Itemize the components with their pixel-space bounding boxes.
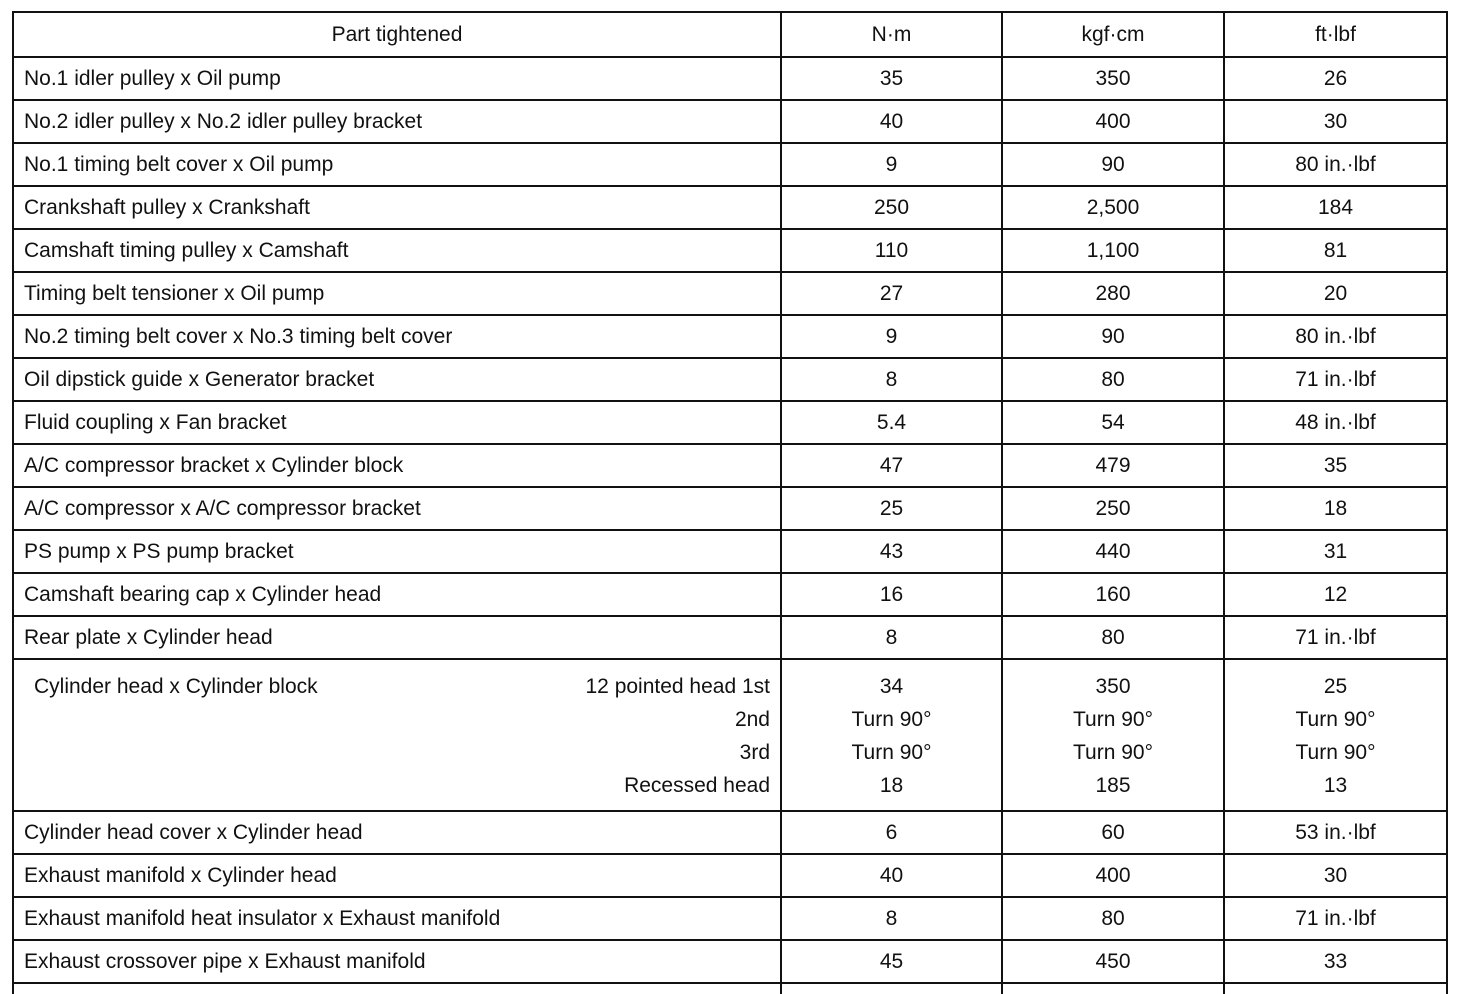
ftlbf-cell: 30 xyxy=(1224,100,1447,143)
ftlbf-cell: 184 xyxy=(1224,186,1447,229)
kgf-cell: 1,100 xyxy=(1002,229,1224,272)
part-cell: Exhaust crossover pipe x Exhaust manifold xyxy=(13,940,781,983)
ftlbf-cell: 30 xyxy=(1224,854,1447,897)
part-cell: Exhaust manifold x Cylinder head xyxy=(13,854,781,897)
table-row xyxy=(13,487,1447,530)
step-label-3rd: 3rd xyxy=(739,741,770,764)
part-cell: Fluid coupling x Fan bracket xyxy=(13,401,781,444)
empty-cell xyxy=(1224,983,1447,994)
step-label-recessed: Recessed head xyxy=(624,774,770,797)
part-cell: Exhaust manifold heat insulator x Exhaust manifold xyxy=(13,897,781,940)
nm-cell: 16 xyxy=(781,573,1002,616)
step-ftlbf: 25 xyxy=(1323,675,1348,698)
part-cell: Camshaft timing pulley x Camshaft xyxy=(13,229,781,272)
part-cell: Cylinder head cover x Cylinder head xyxy=(13,811,781,854)
part-cell: PS pump x PS pump bracket xyxy=(13,530,781,573)
nm-cell: 8 xyxy=(781,616,1002,659)
header-nm: N·m xyxy=(781,12,1002,57)
part-cell: Oil dipstick guide x Generator bracket xyxy=(13,358,781,401)
nm-cell: 6 xyxy=(781,811,1002,854)
nm-cell: 40 xyxy=(781,854,1002,897)
table-row xyxy=(13,854,1447,897)
empty-cell xyxy=(781,983,1002,994)
ftlbf-cell: 18 xyxy=(1224,487,1447,530)
table-header-row xyxy=(13,12,1447,57)
ftlbf-cell xyxy=(1224,659,1447,811)
empty-cell xyxy=(1002,983,1224,994)
kgf-cell: 400 xyxy=(1002,854,1224,897)
part-cell: Rear plate x Cylinder head xyxy=(13,616,781,659)
ftlbf-cell: 31 xyxy=(1224,530,1447,573)
step-nm: Turn 90° xyxy=(851,708,932,731)
header-part: Part tightened xyxy=(13,12,781,57)
table-row xyxy=(13,940,1447,983)
ftlbf-cell: 12 xyxy=(1224,573,1447,616)
table-row xyxy=(13,272,1447,315)
nm-cell: 250 xyxy=(781,186,1002,229)
nm-cell: 40 xyxy=(781,100,1002,143)
kgf-cell: 80 xyxy=(1002,616,1224,659)
step-label-2nd: 2nd xyxy=(734,708,770,731)
table-row xyxy=(13,530,1447,573)
step-ftlbf: Turn 90° xyxy=(1295,708,1376,731)
part-cell: No.1 idler pulley x Oil pump xyxy=(13,57,781,100)
table-row xyxy=(13,143,1447,186)
step-nm: 34 xyxy=(879,675,904,698)
step-nm: Turn 90° xyxy=(851,741,932,764)
table-row xyxy=(13,616,1447,659)
step-kgf: 350 xyxy=(1095,675,1131,698)
multi-part-wrapper xyxy=(24,670,780,800)
ftlbf-cell: 35 xyxy=(1224,444,1447,487)
kgf-cell: 80 xyxy=(1002,897,1224,940)
cylinder-head-block-row xyxy=(13,659,1447,811)
nm-cell: 9 xyxy=(781,143,1002,186)
table-row xyxy=(13,811,1447,854)
table-row xyxy=(13,57,1447,100)
kgf-cell: 160 xyxy=(1002,573,1224,616)
header-kgf: kgf·cm xyxy=(1002,12,1224,57)
part-cell: Timing belt tensioner x Oil pump xyxy=(13,272,781,315)
step-kgf: 185 xyxy=(1095,774,1131,797)
kgf-cell: 80 xyxy=(1002,358,1224,401)
torque-spec-table xyxy=(12,11,1448,994)
empty-cell xyxy=(13,983,781,994)
step-ftlbf: Turn 90° xyxy=(1295,741,1376,764)
step-ftlbf: 13 xyxy=(1323,774,1348,797)
table-row xyxy=(13,897,1447,940)
table-row xyxy=(13,186,1447,229)
nm-cell: 47 xyxy=(781,444,1002,487)
nm-cell: 27 xyxy=(781,272,1002,315)
ftlbf-cell: 53 in.·lbf xyxy=(1224,811,1447,854)
kgf-cell: 90 xyxy=(1002,315,1224,358)
cylinder-head-block-label: Cylinder head x Cylinder block xyxy=(34,675,318,698)
header-ftlbf: ft·lbf xyxy=(1224,12,1447,57)
ftlbf-cell: 71 in.·lbf xyxy=(1224,897,1447,940)
nm-cell: 35 xyxy=(781,57,1002,100)
part-cell: A/C compressor x A/C compressor bracket xyxy=(13,487,781,530)
table-row xyxy=(13,573,1447,616)
step-kgf: Turn 90° xyxy=(1073,708,1153,731)
part-cell: Crankshaft pulley x Crankshaft xyxy=(13,186,781,229)
nm-cell: 43 xyxy=(781,530,1002,573)
nm-cell: 9 xyxy=(781,315,1002,358)
kgf-cell: 54 xyxy=(1002,401,1224,444)
ftlbf-cell: 80 in.·lbf xyxy=(1224,143,1447,186)
part-cell: Camshaft bearing cap x Cylinder head xyxy=(13,573,781,616)
kgf-cell: 450 xyxy=(1002,940,1224,983)
part-cell: No.2 timing belt cover x No.3 timing belt cover xyxy=(13,315,781,358)
nm-cell: 110 xyxy=(781,229,1002,272)
table-row xyxy=(13,401,1447,444)
table-row xyxy=(13,315,1447,358)
part-cell: No.1 timing belt cover x Oil pump xyxy=(13,143,781,186)
nm-cell: 45 xyxy=(781,940,1002,983)
kgf-cell: 280 xyxy=(1002,272,1224,315)
step-nm: 18 xyxy=(879,774,904,797)
ftlbf-cell: 81 xyxy=(1224,229,1447,272)
ftlbf-cell: 71 in.·lbf xyxy=(1224,358,1447,401)
part-cell: No.2 idler pulley x No.2 idler pulley bracket xyxy=(13,100,781,143)
nm-cell xyxy=(781,659,1002,811)
nm-cell: 8 xyxy=(781,897,1002,940)
ftlbf-cell: 48 in.·lbf xyxy=(1224,401,1447,444)
step-kgf: Turn 90° xyxy=(1073,741,1153,764)
kgf-cell: 400 xyxy=(1002,100,1224,143)
ftlbf-cell: 80 in.·lbf xyxy=(1224,315,1447,358)
kgf-cell: 60 xyxy=(1002,811,1224,854)
kgf-cell: 479 xyxy=(1002,444,1224,487)
part-cell: A/C compressor bracket x Cylinder block xyxy=(13,444,781,487)
nm-cell: 25 xyxy=(781,487,1002,530)
ftlbf-cell: 33 xyxy=(1224,940,1447,983)
table-row xyxy=(13,444,1447,487)
ftlbf-cell: 71 in.·lbf xyxy=(1224,616,1447,659)
kgf-cell: 440 xyxy=(1002,530,1224,573)
table-row xyxy=(13,229,1447,272)
kgf-cell xyxy=(1002,659,1224,811)
step-label-1st: 12 pointed head 1st xyxy=(585,675,770,698)
ftlbf-cell: 20 xyxy=(1224,272,1447,315)
kgf-cell: 250 xyxy=(1002,487,1224,530)
kgf-cell: 2,500 xyxy=(1002,186,1224,229)
nm-cell: 5.4 xyxy=(781,401,1002,444)
part-cell xyxy=(13,659,781,811)
kgf-cell: 90 xyxy=(1002,143,1224,186)
kgf-cell: 350 xyxy=(1002,57,1224,100)
ftlbf-cell: 26 xyxy=(1224,57,1447,100)
nm-cell: 8 xyxy=(781,358,1002,401)
table-row xyxy=(13,358,1447,401)
tightening-steps xyxy=(586,670,771,802)
table-row xyxy=(13,100,1447,143)
table-row-cut-off xyxy=(13,983,1447,994)
